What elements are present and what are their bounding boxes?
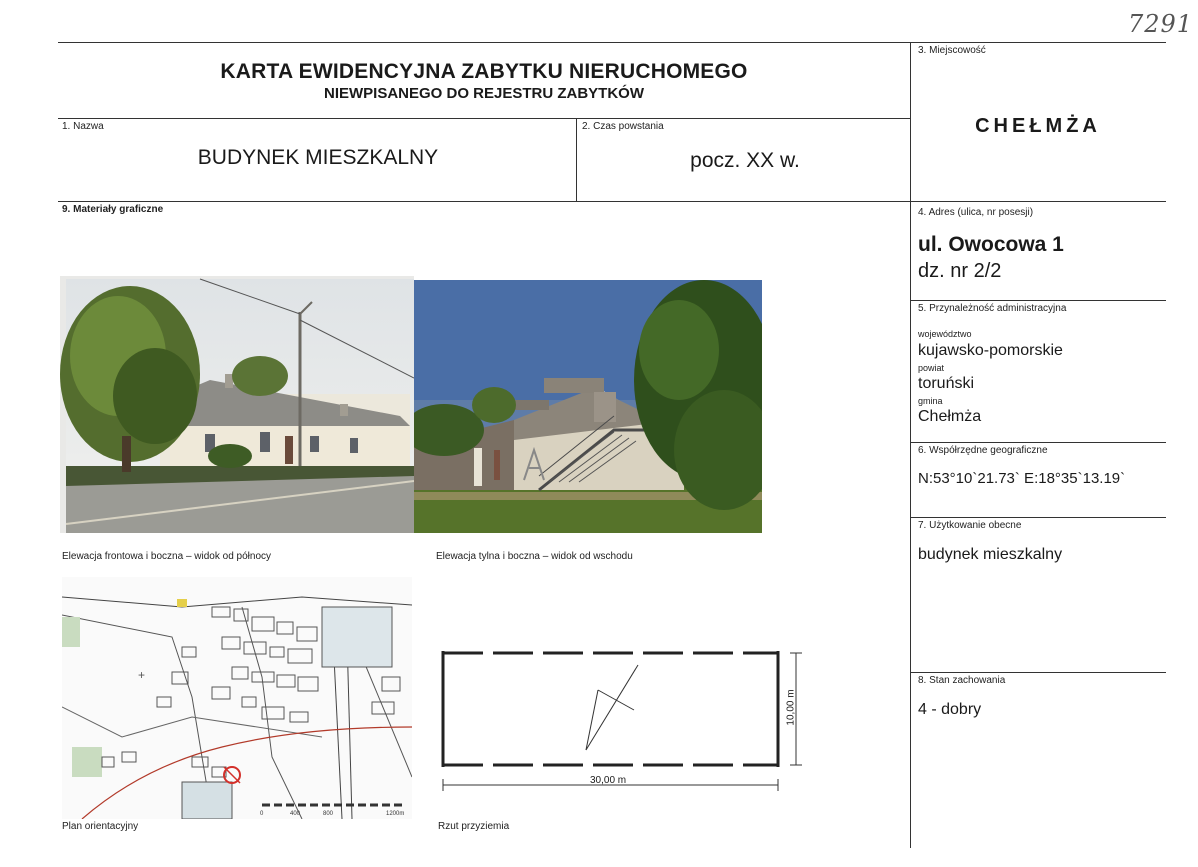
voivodeship-label: województwo [918, 329, 972, 339]
photo2-caption: Elewacja tylna i boczna – widok od wschodu [436, 551, 633, 562]
svg-text:+: + [138, 668, 146, 682]
photo1-caption: Elewacja frontowa i boczna – widok od północy [62, 551, 272, 562]
admin-bottom-rule [910, 442, 1166, 443]
commune-value: Chełmża [918, 408, 982, 425]
coords-value: N:53°10`21.73` E:18°35`13.19` [918, 470, 1126, 487]
address-label: 4. Adres (ulica, nr posesji) [918, 207, 1034, 218]
condition-value: 4 - dobry [918, 701, 982, 718]
plan-caption: Rzut przyziemia [438, 821, 510, 832]
row1-bottom-rule [58, 201, 1166, 202]
coords-bottom-rule [910, 517, 1166, 518]
plan-depth-dim: 10,00 m [785, 689, 797, 726]
voivodeship-value: kujawsko-pomorskie [918, 342, 1063, 359]
condition-label: 8. Stan zachowania [918, 675, 1006, 686]
town-label: 3. Miejscowość [918, 45, 986, 56]
card-title: KARTA EWIDENCYJNA ZABYTKU NIERUCHOMEGO [220, 60, 748, 83]
photo-front-elevation [60, 276, 414, 533]
town-value: CHEŁMŻA [975, 115, 1101, 137]
scale-label-1200: 1200m [386, 811, 405, 817]
map-caption: Plan orientacyjny [62, 821, 139, 832]
scale-label-0: 0 [260, 811, 264, 817]
header-bottom-rule [58, 118, 910, 119]
top-rule [58, 42, 1166, 43]
photo-rear-elevation [414, 280, 762, 533]
county-label: powiat [918, 363, 945, 373]
orientation-map [62, 577, 412, 819]
scale-label-800: 800 [323, 811, 334, 817]
card-subtitle: NIEWPISANEGO DO REJESTRU ZABYTKÓW [323, 85, 645, 102]
floor-plan [438, 645, 808, 795]
plot-value: dz. nr 2/2 [918, 260, 1002, 282]
name-date-divider [576, 118, 577, 202]
right-column-divider [910, 42, 911, 848]
street-value: ul. Owocowa 1 [918, 233, 1064, 256]
usage-bottom-rule [910, 672, 1166, 673]
graphics-label: 9. Materiały graficzne [62, 204, 164, 215]
commune-label: gmina [918, 396, 943, 406]
coords-label: 6. Współrzędne geograficzne [918, 445, 1048, 456]
usage-label: 7. Użytkowanie obecne [918, 520, 1022, 531]
name-label: 1. Nazwa [62, 121, 104, 132]
addr-bottom-rule [910, 300, 1166, 301]
county-value: toruński [918, 375, 975, 392]
date-label: 2. Czas powstania [582, 121, 664, 132]
scale-label-400: 400 [290, 811, 301, 817]
date-value: pocz. XX w. [690, 149, 800, 172]
name-value: BUDYNEK MIESZKALNY [197, 146, 439, 169]
admin-label: 5. Przynależność administracyjna [918, 303, 1067, 314]
archive-number: 7291 [1128, 10, 1194, 38]
plan-width-dim: 30,00 m [590, 775, 627, 786]
usage-value: budynek mieszkalny [918, 546, 1063, 563]
